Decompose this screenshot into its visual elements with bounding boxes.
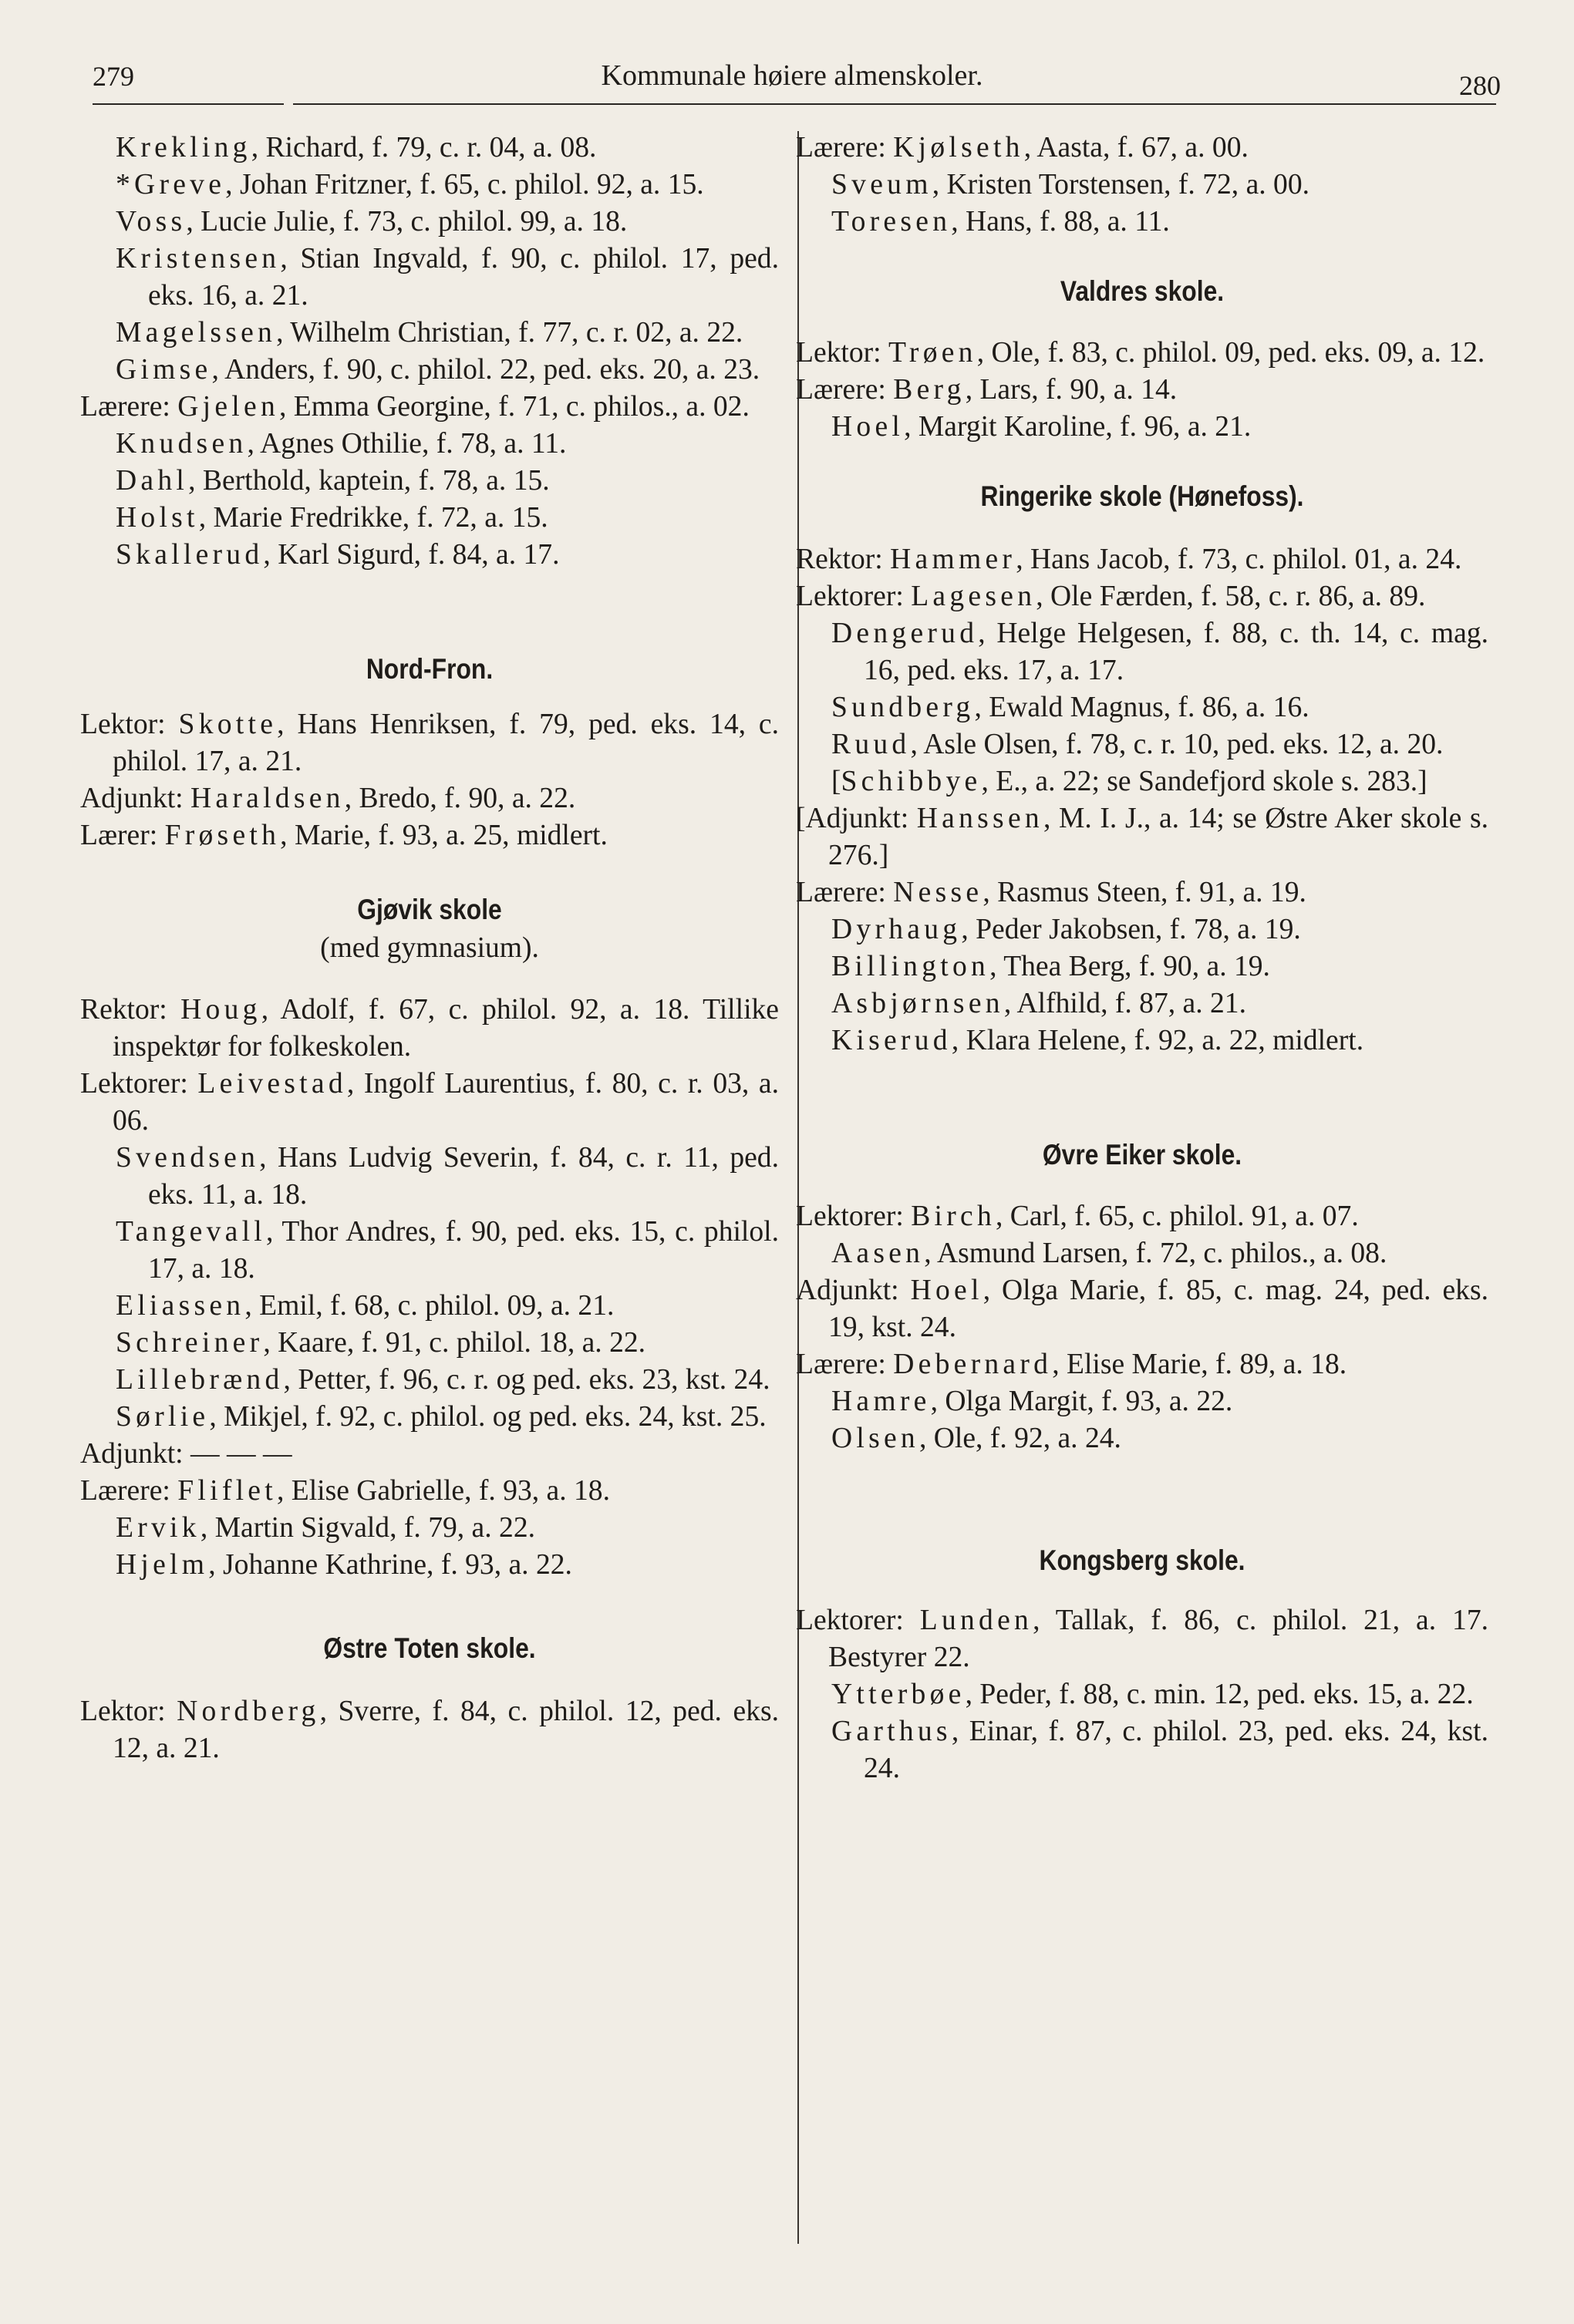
entry-details: , Emma Georgine, f. 71, c. philos., a. 02. bbox=[279, 391, 750, 423]
entry-surname: Toresen bbox=[831, 206, 952, 237]
entry-details: , Mikjel, f. 92, c. philol. og ped. eks. 24, kst. 25. bbox=[209, 1401, 767, 1433]
staff-entry bbox=[80, 204, 779, 241]
entry-details: , Rasmus Steen, f. 91, a. 19. bbox=[982, 877, 1306, 908]
staff-entry bbox=[796, 1602, 1488, 1676]
entry-details: , Ole, f. 83, c. philol. 09, ped. eks. 09, a. 12. bbox=[976, 337, 1485, 369]
entry-surname: Krekling bbox=[116, 132, 251, 163]
staff-entry bbox=[796, 1272, 1488, 1346]
staff-entry bbox=[796, 1420, 1488, 1457]
staff-entry bbox=[80, 167, 779, 204]
staff-entry bbox=[80, 1288, 779, 1325]
entry-surname: Sundberg bbox=[831, 692, 975, 723]
entry-details: , Olga Margit, f. 93, a. 22. bbox=[930, 1386, 1233, 1417]
staff-entry bbox=[80, 315, 779, 352]
entry-details: , Kaare, f. 91, c. philol. 18, a. 22. bbox=[263, 1327, 646, 1359]
entry-role: Adjunkt: bbox=[80, 783, 191, 814]
entry-role: Lektorer: bbox=[796, 1605, 920, 1636]
staff-entry bbox=[80, 389, 779, 426]
entry-role: Rektor: bbox=[80, 994, 181, 1026]
entry-role: Lærere: bbox=[796, 1349, 894, 1380]
staff-entry bbox=[796, 578, 1488, 615]
section-heading: Gjøvik skole bbox=[357, 894, 502, 925]
entry-surname: Ytterbøe bbox=[831, 1679, 966, 1710]
page-number-right: 280 bbox=[1459, 70, 1501, 101]
page-number-left: 279 bbox=[93, 61, 134, 92]
entry-surname: Gimse bbox=[116, 354, 212, 386]
entry-details: , Anders, f. 90, c. philol. 22, ped. eks. 20, a. 23. bbox=[211, 354, 760, 386]
entry-role: Adjunkt: bbox=[80, 1438, 191, 1470]
entry-details: , Hans Henriksen, f. 79, ped. eks. 14, c. philol. 17, a. 21. bbox=[113, 709, 779, 777]
entry-details: , Marie, f. 93, a. 25, midlert. bbox=[280, 820, 608, 851]
entry-surname: Asbjørnsen bbox=[831, 988, 1004, 1019]
entry-role: Lektorer: bbox=[796, 581, 912, 612]
entry-role: Lektorer: bbox=[796, 1201, 912, 1232]
entry-details: , Petter, f. 96, c. r. og ped. eks. 23, kst. 24. bbox=[283, 1364, 770, 1396]
entry-surname: Skotte bbox=[178, 709, 278, 740]
staff-entry bbox=[796, 689, 1488, 726]
entry-details: , Hans Ludvig Severin, f. 84, c. r. 11, ped. eks. 11, a. 18. bbox=[148, 1142, 779, 1211]
entry-details: , Kristen Torstensen, f. 72, a. 00. bbox=[932, 169, 1310, 200]
staff-entry bbox=[80, 1140, 779, 1214]
header-rule-right bbox=[293, 103, 1496, 105]
staff-entry bbox=[80, 352, 779, 389]
staff-entry bbox=[796, 763, 1488, 800]
entry-details: , Thea Berg, f. 90, a. 19. bbox=[989, 951, 1270, 982]
staff-entry bbox=[80, 463, 779, 500]
entry-details: , Klara Helene, f. 92, a. 22, midlert. bbox=[951, 1025, 1364, 1056]
staff-entry bbox=[796, 1198, 1488, 1235]
entry-details: , Aasta, f. 67, a. 00. bbox=[1023, 132, 1249, 163]
entry-details: , Hans Jacob, f. 73, c. philol. 01, a. 24. bbox=[1016, 544, 1462, 575]
staff-entry bbox=[796, 541, 1488, 578]
right-column bbox=[796, 130, 1488, 1787]
entry-details: , Einar, f. 87, c. philol. 23, ped. eks. 24, kst. 24. bbox=[864, 1716, 1488, 1784]
entry-details: , Ole, f. 92, a. 24. bbox=[919, 1423, 1121, 1454]
entry-surname: Lunden bbox=[919, 1605, 1033, 1636]
staff-entry bbox=[796, 1022, 1488, 1059]
entry-role: [Adjunkt: bbox=[796, 803, 917, 834]
entry-surname: Birch bbox=[911, 1201, 996, 1232]
entry-surname: Schreiner bbox=[116, 1327, 264, 1359]
staff-entry bbox=[80, 130, 779, 167]
staff-entry bbox=[796, 1346, 1488, 1383]
entry-surname: Svendsen bbox=[116, 1142, 260, 1174]
staff-entry bbox=[796, 985, 1488, 1022]
entry-details: , Agnes Othilie, f. 78, a. 11. bbox=[247, 428, 567, 460]
entry-role: Lærere: bbox=[80, 1475, 178, 1507]
entry-surname: Haraldsen bbox=[190, 783, 345, 814]
entry-details: , Elise Gabrielle, f. 93, a. 18. bbox=[276, 1475, 610, 1507]
section-subheading: (med gymnasium). bbox=[320, 932, 539, 964]
section-heading: Kongsberg skole. bbox=[1039, 1544, 1245, 1576]
entry-details: , Johanne Kathrine, f. 93, a. 22. bbox=[208, 1549, 572, 1581]
staff-entry bbox=[80, 1510, 779, 1547]
entry-details: , Peder, f. 88, c. min. 12, ped. eks. 15, a. 22. bbox=[965, 1679, 1474, 1710]
entry-role: Lektorer: bbox=[80, 1068, 198, 1100]
entry-surname: Voss bbox=[116, 206, 187, 237]
entry-details: , Helge Helgesen, f. 88, c. th. 14, c. mag. 16, ped. eks. 17, a. 17. bbox=[864, 618, 1488, 686]
entry-surname: Dyrhaug bbox=[831, 914, 962, 945]
entry-details: , Stian Ingvald, f. 90, c. philol. 17, ped. eks. 16, a. 21. bbox=[148, 243, 779, 312]
entry-details: , Elise Marie, f. 89, a. 18. bbox=[1052, 1349, 1347, 1380]
staff-entry bbox=[80, 1362, 779, 1399]
entry-surname: Garthus bbox=[831, 1716, 952, 1747]
staff-entry bbox=[796, 800, 1488, 874]
entry-details: , M. I. J., a. 14; se Østre Aker skole s. 276.] bbox=[828, 803, 1488, 871]
entry-surname: Hamre bbox=[831, 1386, 931, 1417]
entry-surname: Kiserud bbox=[831, 1025, 952, 1056]
entry-details: , Olga Marie, f. 85, c. mag. 24, ped. eks. 19, kst. 24. bbox=[828, 1275, 1488, 1343]
entry-details: , Wilhelm Christian, f. 77, c. r. 02, a. 22. bbox=[276, 317, 743, 349]
entry-details: , Marie Fredrikke, f. 72, a. 15. bbox=[198, 502, 548, 534]
entry-surname: Sveum bbox=[831, 169, 932, 200]
entry-details: , Asmund Larsen, f. 72, c. philos., a. 08. bbox=[924, 1238, 1387, 1269]
entry-surname: Holst bbox=[116, 502, 199, 534]
section-heading: Øvre Eiker skole. bbox=[1042, 1139, 1242, 1170]
entry-details: , Johan Fritzner, f. 65, c. philol. 92, a. 15. bbox=[225, 169, 704, 200]
entry-surname: Hoel bbox=[910, 1275, 983, 1306]
staff-entry bbox=[80, 1325, 779, 1362]
entry-surname: Skallerud bbox=[116, 539, 264, 571]
entry-role: Lektor: bbox=[796, 337, 889, 369]
entry-details: , Berthold, kaptein, f. 78, a. 15. bbox=[188, 465, 550, 497]
entry-details: , Asle Olsen, f. 78, c. r. 10, ped. eks. 12, a. 20. bbox=[910, 729, 1444, 760]
staff-entry bbox=[80, 1399, 779, 1436]
entry-surname: Schibbye bbox=[841, 766, 982, 797]
entry-surname: Knudsen bbox=[116, 428, 248, 460]
staff-entry bbox=[796, 204, 1488, 241]
entry-surname: Nordberg bbox=[177, 1696, 320, 1727]
staff-entry bbox=[796, 726, 1488, 763]
staff-entry bbox=[796, 372, 1488, 409]
entry-surname: Aasen bbox=[831, 1238, 925, 1269]
staff-entry bbox=[796, 1235, 1488, 1272]
entry-role: Lektor: bbox=[80, 1696, 177, 1727]
entry-surname: Magelssen bbox=[116, 317, 277, 349]
staff-entry bbox=[796, 1676, 1488, 1713]
staff-entry bbox=[80, 706, 779, 780]
entry-surname: Billington bbox=[831, 951, 990, 982]
entry-surname: *Greve bbox=[116, 169, 226, 200]
entry-surname: Houg bbox=[180, 994, 261, 1026]
entry-role: Lektor: bbox=[80, 709, 179, 740]
entry-surname: Dahl bbox=[116, 465, 189, 497]
staff-entry bbox=[796, 409, 1488, 446]
entry-surname: Sørlie bbox=[116, 1401, 210, 1433]
staff-entry bbox=[796, 1713, 1488, 1787]
entry-details: , Sverre, f. 84, c. philol. 12, ped. eks. 12, a. 21. bbox=[113, 1696, 779, 1764]
staff-entry bbox=[80, 992, 779, 1066]
entry-details: , Bredo, f. 90, a. 22. bbox=[344, 783, 576, 814]
entry-surname: Trøen bbox=[888, 337, 977, 369]
entry-role: Rektor: bbox=[796, 544, 891, 575]
staff-entry bbox=[80, 1547, 779, 1584]
entry-details: , Carl, f. 65, c. philol. 91, a. 07. bbox=[996, 1201, 1359, 1232]
entry-details: , Adolf, f. 67, c. philol. 92, a. 18. Tillike inspektør for folkeskolen. bbox=[113, 994, 779, 1063]
staff-entry bbox=[796, 911, 1488, 948]
entry-surname: Kristensen bbox=[116, 243, 281, 275]
running-title: Kommunale høiere almenskoler. bbox=[601, 59, 983, 92]
section-heading: Ringerike skole (Hønefoss). bbox=[980, 480, 1304, 512]
staff-entry bbox=[796, 1383, 1488, 1420]
entry-details: , Thor Andres, f. 90, ped. eks. 15, c. philol. 17, a. 18. bbox=[148, 1216, 779, 1285]
staff-entry bbox=[80, 241, 779, 315]
entry-surname: Hjelm bbox=[116, 1549, 209, 1581]
entry-surname: Nesse bbox=[893, 877, 983, 908]
section-heading: Valdres skole. bbox=[1060, 275, 1225, 307]
entry-role: Lærer: bbox=[80, 820, 165, 851]
entry-details: , Ewald Magnus, f. 86, a. 16. bbox=[974, 692, 1309, 723]
entry-details: , Peder Jakobsen, f. 78, a. 19. bbox=[961, 914, 1301, 945]
staff-entry bbox=[80, 1693, 779, 1767]
entry-surname: Berg bbox=[893, 374, 966, 406]
entry-surname: Frøseth bbox=[164, 820, 281, 851]
staff-entry bbox=[796, 335, 1488, 372]
section-heading: Nord-Fron. bbox=[366, 653, 494, 685]
entry-surname: Kjølseth bbox=[893, 132, 1024, 163]
entry-surname: Ervik bbox=[116, 1512, 201, 1544]
entry-surname: Gjelen bbox=[177, 391, 279, 423]
entry-surname: Eliassen bbox=[116, 1290, 245, 1322]
entry-role: Adjunkt: bbox=[796, 1275, 911, 1306]
entry-surname: Hoel bbox=[831, 411, 905, 443]
entry-surname: Hanssen bbox=[916, 803, 1043, 834]
entry-details: , Alfhild, f. 87, a. 21. bbox=[1003, 988, 1246, 1019]
entry-details: , Lucie Julie, f. 73, c. philol. 99, a. 18. bbox=[186, 206, 628, 237]
entry-details: , Emil, f. 68, c. philol. 09, a. 21. bbox=[244, 1290, 615, 1322]
staff-entry bbox=[796, 948, 1488, 985]
staff-entry bbox=[796, 167, 1488, 204]
staff-entry bbox=[796, 130, 1488, 167]
entry-details: , Margit Karoline, f. 96, a. 21. bbox=[904, 411, 1252, 443]
entry-surname: Lagesen bbox=[911, 581, 1036, 612]
entry-surname: Tangevall bbox=[116, 1216, 266, 1248]
staff-entry bbox=[80, 537, 779, 574]
entry-surname: Olsen bbox=[831, 1423, 919, 1454]
entry-details: — — — bbox=[190, 1438, 292, 1470]
staff-entry bbox=[80, 426, 779, 463]
section-heading: Østre Toten skole. bbox=[323, 1632, 536, 1664]
entry-surname: Debernard bbox=[893, 1349, 1053, 1380]
entry-details: , Ingolf Laurentius, f. 80, c. r. 03, a. 06. bbox=[113, 1068, 779, 1137]
entry-details: , Hans, f. 88, a. 11. bbox=[951, 206, 1170, 237]
staff-entry bbox=[80, 817, 779, 854]
staff-entry bbox=[80, 1473, 779, 1510]
entry-role: Lærere: bbox=[796, 132, 894, 163]
staff-entry bbox=[80, 1436, 779, 1473]
entry-details: , Richard, f. 79, c. r. 04, a. 08. bbox=[251, 132, 597, 163]
entry-surname: Hammer bbox=[890, 544, 1016, 575]
entry-surname: Fliflet bbox=[177, 1475, 277, 1507]
staff-entry bbox=[80, 1214, 779, 1288]
running-header bbox=[86, 59, 1501, 106]
entry-role: Lærere: bbox=[80, 391, 178, 423]
entry-role: Lærere: bbox=[796, 877, 894, 908]
staff-entry bbox=[80, 780, 779, 817]
entry-details: , Lars, f. 90, a. 14. bbox=[965, 374, 1178, 406]
entry-surname: Dengerud bbox=[831, 618, 979, 649]
header-rule-left bbox=[93, 103, 284, 105]
staff-entry bbox=[796, 874, 1488, 911]
entry-surname: Leivestad bbox=[197, 1068, 347, 1100]
staff-entry bbox=[80, 500, 779, 537]
staff-entry bbox=[796, 615, 1488, 689]
entry-details: , Tallak, f. 86, c. philol. 21, a. 17. Bestyrer 22. bbox=[828, 1605, 1488, 1673]
left-column bbox=[80, 130, 779, 1767]
entry-role: [ bbox=[831, 766, 841, 797]
entry-surname: Lillebrænd bbox=[116, 1364, 284, 1396]
entry-details: , Karl Sigurd, f. 84, a. 17. bbox=[263, 539, 560, 571]
entry-details: , E., a. 22; se Sandefjord skole s. 283.] bbox=[981, 766, 1427, 797]
entry-surname: Ruud bbox=[831, 729, 911, 760]
entry-details: , Martin Sigvald, f. 79, a. 22. bbox=[200, 1512, 535, 1544]
entry-role: Lærere: bbox=[796, 374, 894, 406]
staff-entry bbox=[80, 1066, 779, 1140]
entry-details: , Ole Færden, f. 58, c. r. 86, a. 89. bbox=[1036, 581, 1426, 612]
